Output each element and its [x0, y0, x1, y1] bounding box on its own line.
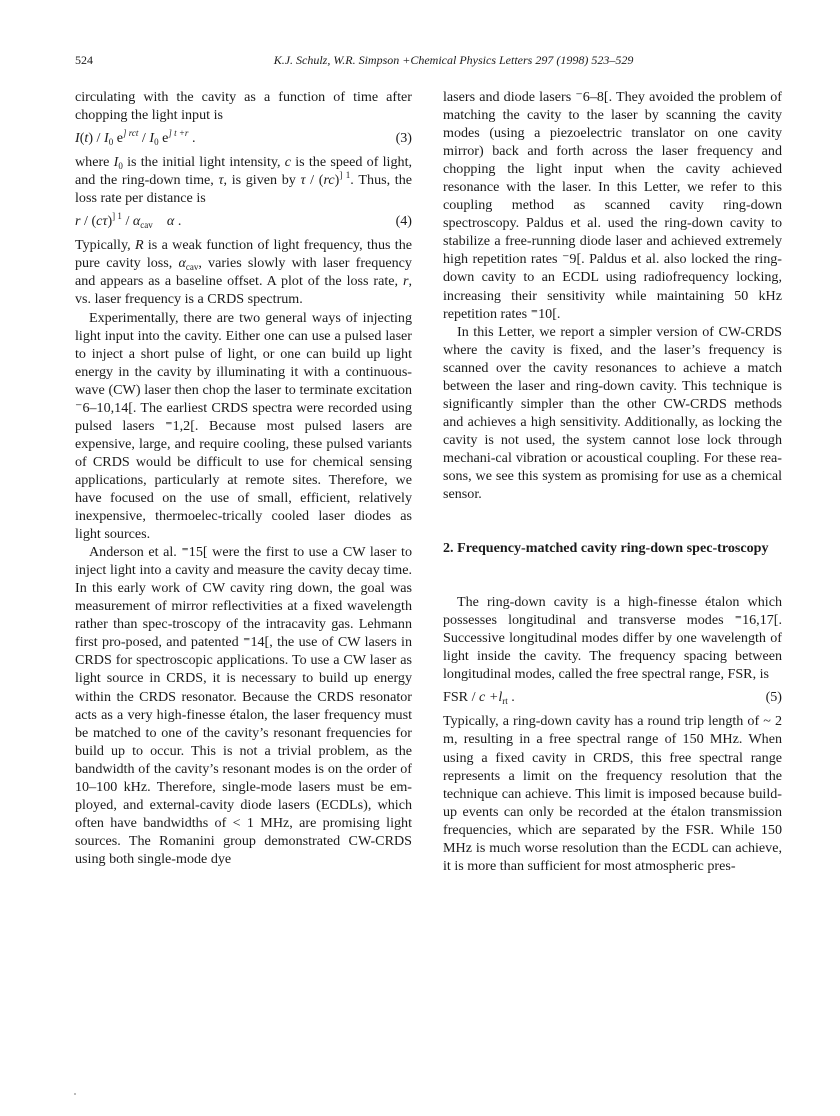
punctuation: .: [188, 130, 196, 147]
operator: /: [138, 130, 150, 147]
text: . Thus, the loss rate per distance is: [75, 172, 413, 207]
symbol-I0: I: [149, 130, 155, 147]
exponent: ] t +r: [168, 128, 189, 139]
operator: / (: [80, 213, 97, 230]
paragraph: Anderson et al. ⁼15[ were the first to use a CW laser to inject light into a cavity and measure the cavity decay time. In this early work of CW cavity ring down, the goal was measurement of mirror reflectivities at a fixed wavelength rather than spec-troscopy of the intracavity gas. Lehmann first pro-posed, and patented ⁼14[, the use of CW lasers in CRDS for spectroscopic applications. To use a CW laser as light source in CRDS, it is necessary to build up energy within the CRDS resonator. Because the CRDS resonator acts as a very high-finesse étalon, the laser frequency must be matched to one of the cavity’s resonant frequencies for build up to occur. This is not a trivial problem, as the bandwidth of the cavity’s resonant modes is on the order of 10–100 kHz. Therefore, single-mode lasers must be em-ployed, and external-cavity diode lasers (ECDLs), which often have bandwidths of < 1 MHz, are promising light sources. The Romanini group demonstrated CW-CRDS using both single-mode dye: [75, 544, 412, 867]
operator: /: [93, 130, 104, 147]
journal-citation: K.J. Schulz, W.R. Simpson +Chemical Physics Letters 297 (1998) 523–529: [273, 53, 634, 67]
equation-body: $I(t) / I_0$ $e^{] rct} / I_0$ $e^{] t +r}$ .: [75, 128, 196, 148]
text: where: [75, 154, 114, 171]
symbol-FSR: FSR: [443, 689, 469, 706]
symbol-e: e: [113, 130, 123, 147]
scan-artifact-dot: [74, 1093, 76, 1095]
symbol-r: r: [402, 273, 409, 290]
symbol-ctau: cτ: [96, 213, 108, 230]
exponent: ] 1: [112, 211, 122, 222]
right-column: [443, 88, 782, 875]
symbol-l: +l: [485, 689, 503, 706]
text: ): [107, 213, 113, 230]
paragraph: The ring-down cavity is a high-finesse étalon which possesses longitudinal and transverse modes ⁼16,17[. Successive longitudinal modes differ by one wavelength of light inside the cavity. The frequency spacing between longitudinal modes, called the free spectral range, FSR, is: [443, 594, 782, 683]
exponent: ] rct: [122, 128, 139, 139]
subscript: 0: [118, 161, 123, 172]
symbol-I0: I: [113, 154, 119, 171]
symbol-t: t: [84, 130, 89, 147]
paragraph: Typically, a ring-down cavity has a round trip length of ~ 2 m, resulting in a free spectral range of 150 MHz. When using a fixed cavity in CRDS, this free spectral range represents a limit on the frequency resolution that the technique can achieve. This limit is imposed because build-up events can only be recorded at the étalon transmission frequencies, which are separated by the FSR. While 150 MHz is much worse resolution than the ECDL can achieve, it is more than sufficient for most atmospheric pres-: [443, 713, 782, 874]
equation-4: [75, 212, 412, 230]
text: / (: [305, 172, 324, 189]
paragraph: Experimentally, there are two general ways of injecting light input into the cavity. Either one can use a pulsed laser to inject a short pulse of light, or one can build up light energy in the cavity by illuminating it with a continuous-wave (CW) laser then chop the laser to terminate excitation ⁻6–10,14[. The earliest CRDS spectra were recorded using pulsed lasers ⁼1,2[. Because most pulsed lasers are expensive, large, and require cooling, these pulsed variants of CRDS would be difficult to use for chemical sensing applications, particularly at remote sites. Therefore, we have focused on the use of small, efficient, relatively inexpensive, thermoelec-trically cooled laser diodes as light sources.: [75, 309, 412, 543]
text: ): [334, 172, 340, 189]
equation-number: (4): [395, 213, 412, 230]
symbol-tau: τ: [218, 172, 224, 189]
section-heading: 2. Frequency-matched cavity ring-down spec-troscopy: [443, 540, 769, 557]
text: Typically,: [75, 237, 135, 254]
text: is the initial light intensity,: [122, 154, 285, 171]
symbol-alpha: α: [132, 213, 141, 230]
subscript: 0: [108, 137, 114, 148]
symbol-r: r: [75, 213, 81, 230]
symbol-c: c: [479, 689, 486, 706]
text: , vs. laser frequency is a CRDS spectrum.: [75, 273, 412, 308]
equation-5: [443, 688, 782, 706]
equation-body: [443, 688, 515, 706]
left-column: [75, 88, 412, 868]
text: is the speed of light, and the ring-down time,: [75, 154, 413, 189]
symbol-e: e: [158, 130, 169, 147]
symbol-I0: I: [104, 130, 109, 147]
subscript: cav: [140, 220, 153, 231]
subscript: 0: [154, 137, 159, 148]
running-header: [75, 53, 782, 69]
subscript: rt: [502, 696, 508, 707]
subscript: cav: [185, 262, 199, 273]
exponent: ] 1: [339, 170, 351, 181]
page-number: 524: [75, 53, 93, 67]
punctuation: .: [507, 689, 515, 706]
symbol-c: c: [284, 154, 292, 171]
equation-3: [75, 129, 412, 147]
spacer: [153, 213, 167, 229]
operator: /: [121, 213, 133, 230]
text: , is given by: [223, 172, 301, 189]
symbol-alpha: α: [178, 255, 186, 272]
symbol-alpha: α: [166, 213, 175, 230]
symbol-I: I: [75, 130, 80, 147]
text: , varies slowly with laser frequency and appears as a baseline offset. A plot of the loss rate,: [75, 255, 412, 290]
operator: /: [468, 689, 480, 706]
text: is a weak function of light frequency, thus the pure cavity loss,: [75, 237, 413, 272]
paragraph: [75, 236, 412, 308]
paragraph: In this Letter, we report a simpler version of CW-CRDS where the cavity is fixed, and the laser’s frequency is scanned over the cavity resonances to achieve a match between the laser and ring-down cavity. This technique is significantly simpler than the other CW-CRDS methods and achieves a high sensitivity. Additionally, as locking the cavity is not used, the system cannot lose lock through mechani-cal vibration or acoustical coupling. For these rea-sons, we see this system as promising for use as a chemical sensor.: [443, 323, 782, 503]
paragraph: [75, 153, 412, 207]
equation-body: [75, 212, 181, 230]
symbol-R: R: [134, 237, 144, 254]
equation-number: (5): [765, 689, 782, 706]
paragraph: circulating with the cavity as a function of time after chopping the light input is: [75, 89, 412, 124]
symbol-rc: rc: [323, 172, 335, 189]
punctuation: .: [174, 213, 182, 230]
equation-number: (3): [395, 130, 412, 147]
symbol-tau: τ: [300, 172, 306, 189]
paragraph: lasers and diode lasers ⁻6–8[. They avoided the problem of matching the cavity to the laser by scanning the cavity modes (using a piezoelectric translator on one cavity mirror) back and forth across the laser frequency and chopping the light input when the cavity achieved resonance with the laser. In this Letter, we refer to this coupling method as scanned cavity ring-down spectroscopy. Paldus et al. used the ring-down cavity to stabilize a free-running diode laser and achieved extremely high repetition rates ⁻9[. Paldus et al. also locked the ring-down cavity to an ECDL using radiofrequency locking, increasing their sensitivity while maintaining 50 kHz repetition rates ⁼10[.: [443, 89, 782, 322]
